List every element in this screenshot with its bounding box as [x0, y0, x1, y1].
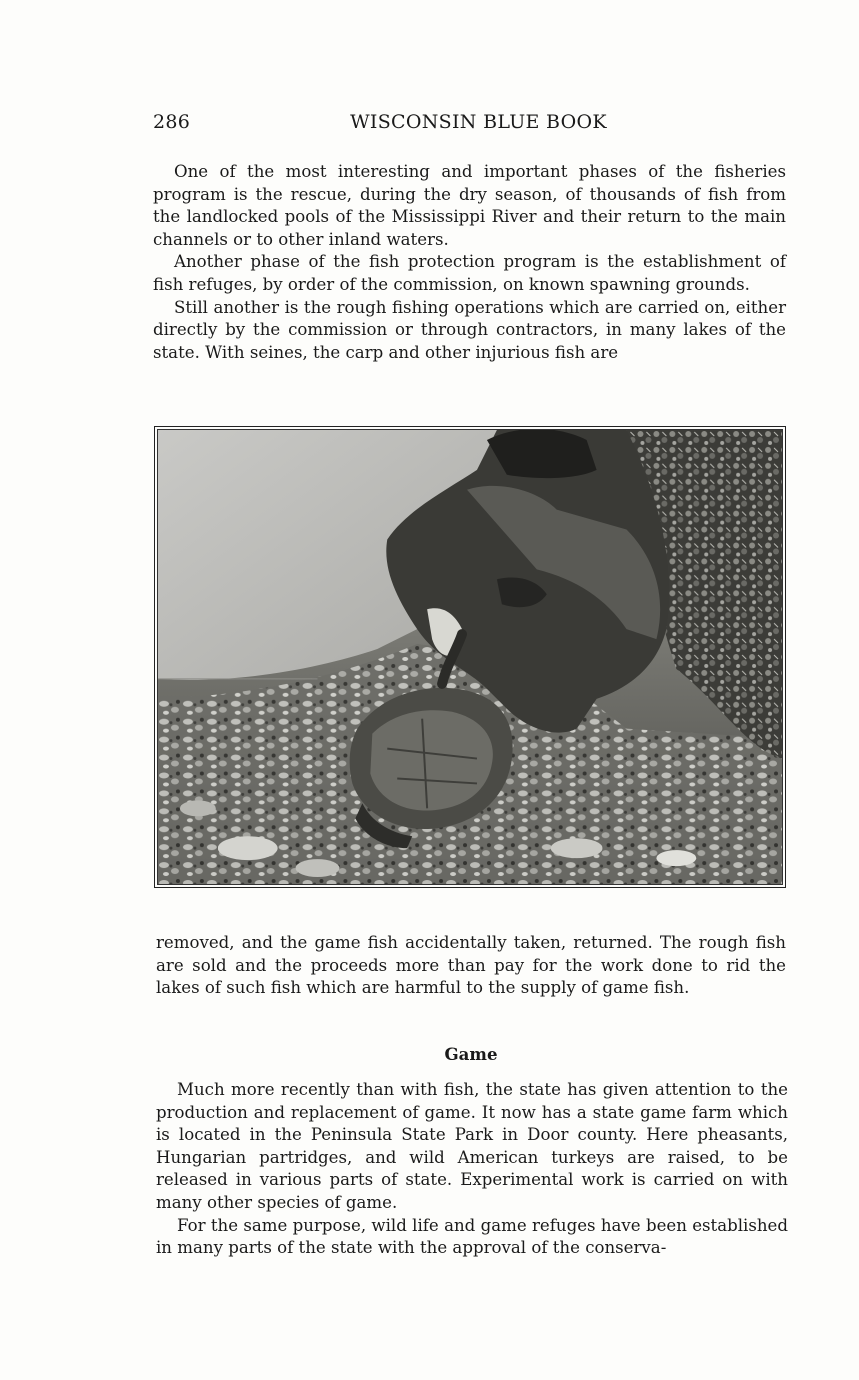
page-header — [153, 111, 788, 137]
body-text-continued — [156, 932, 786, 1000]
body-text-game — [156, 1079, 788, 1260]
section-heading-game: Game — [444, 1044, 498, 1064]
photo-man-with-snapping-turtle — [157, 429, 783, 885]
paragraph-game-farm: Much more recently than with fish, the state has given attention to the production and replacement of game. It now has a state game farm which is located in the Peninsula State Park in Door county. Here pheasants, Hungarian partridges, and wild American turkeys are raised, to be released in various parts of state. Experimental work is carried on with many other species of game. — [156, 1080, 788, 1212]
paragraph-fish-refuges: Another phase of the fish protection program is the establishment of fish refuges, by order of the commission, on known spawning grounds. — [153, 252, 786, 294]
paragraph-rough-fishing: Still another is the rough fishing operations which are carried on, either directly by the commission or through contractors, in many lakes of the state. With seines, the carp and other injurious fish are — [153, 297, 786, 362]
paragraph-fish-rescue: One of the most interesting and important phases of the fisheries program is the rescue, during the dry season, of thousands of fish from the landlocked pools of the Mississippi River and their return to the main channels or to other inland waters. — [153, 162, 786, 249]
page-number: 286 — [153, 111, 191, 133]
paragraph-game-refuges: For the same purpose, wild life and game refuges have been established in many parts of the state with the approval of the conserva- — [156, 1215, 788, 1258]
running-title: WISCONSIN BLUE BOOK — [350, 111, 607, 133]
body-text-top — [153, 161, 786, 364]
photo-figure — [154, 426, 786, 888]
paragraph-rough-fishing-continued: removed, and the game fish accidentally taken, returned. The rough fish are sold and the proceeds more than pay for the work done to rid the lakes of such fish which are harmful to the supply of game fish. — [156, 933, 786, 998]
